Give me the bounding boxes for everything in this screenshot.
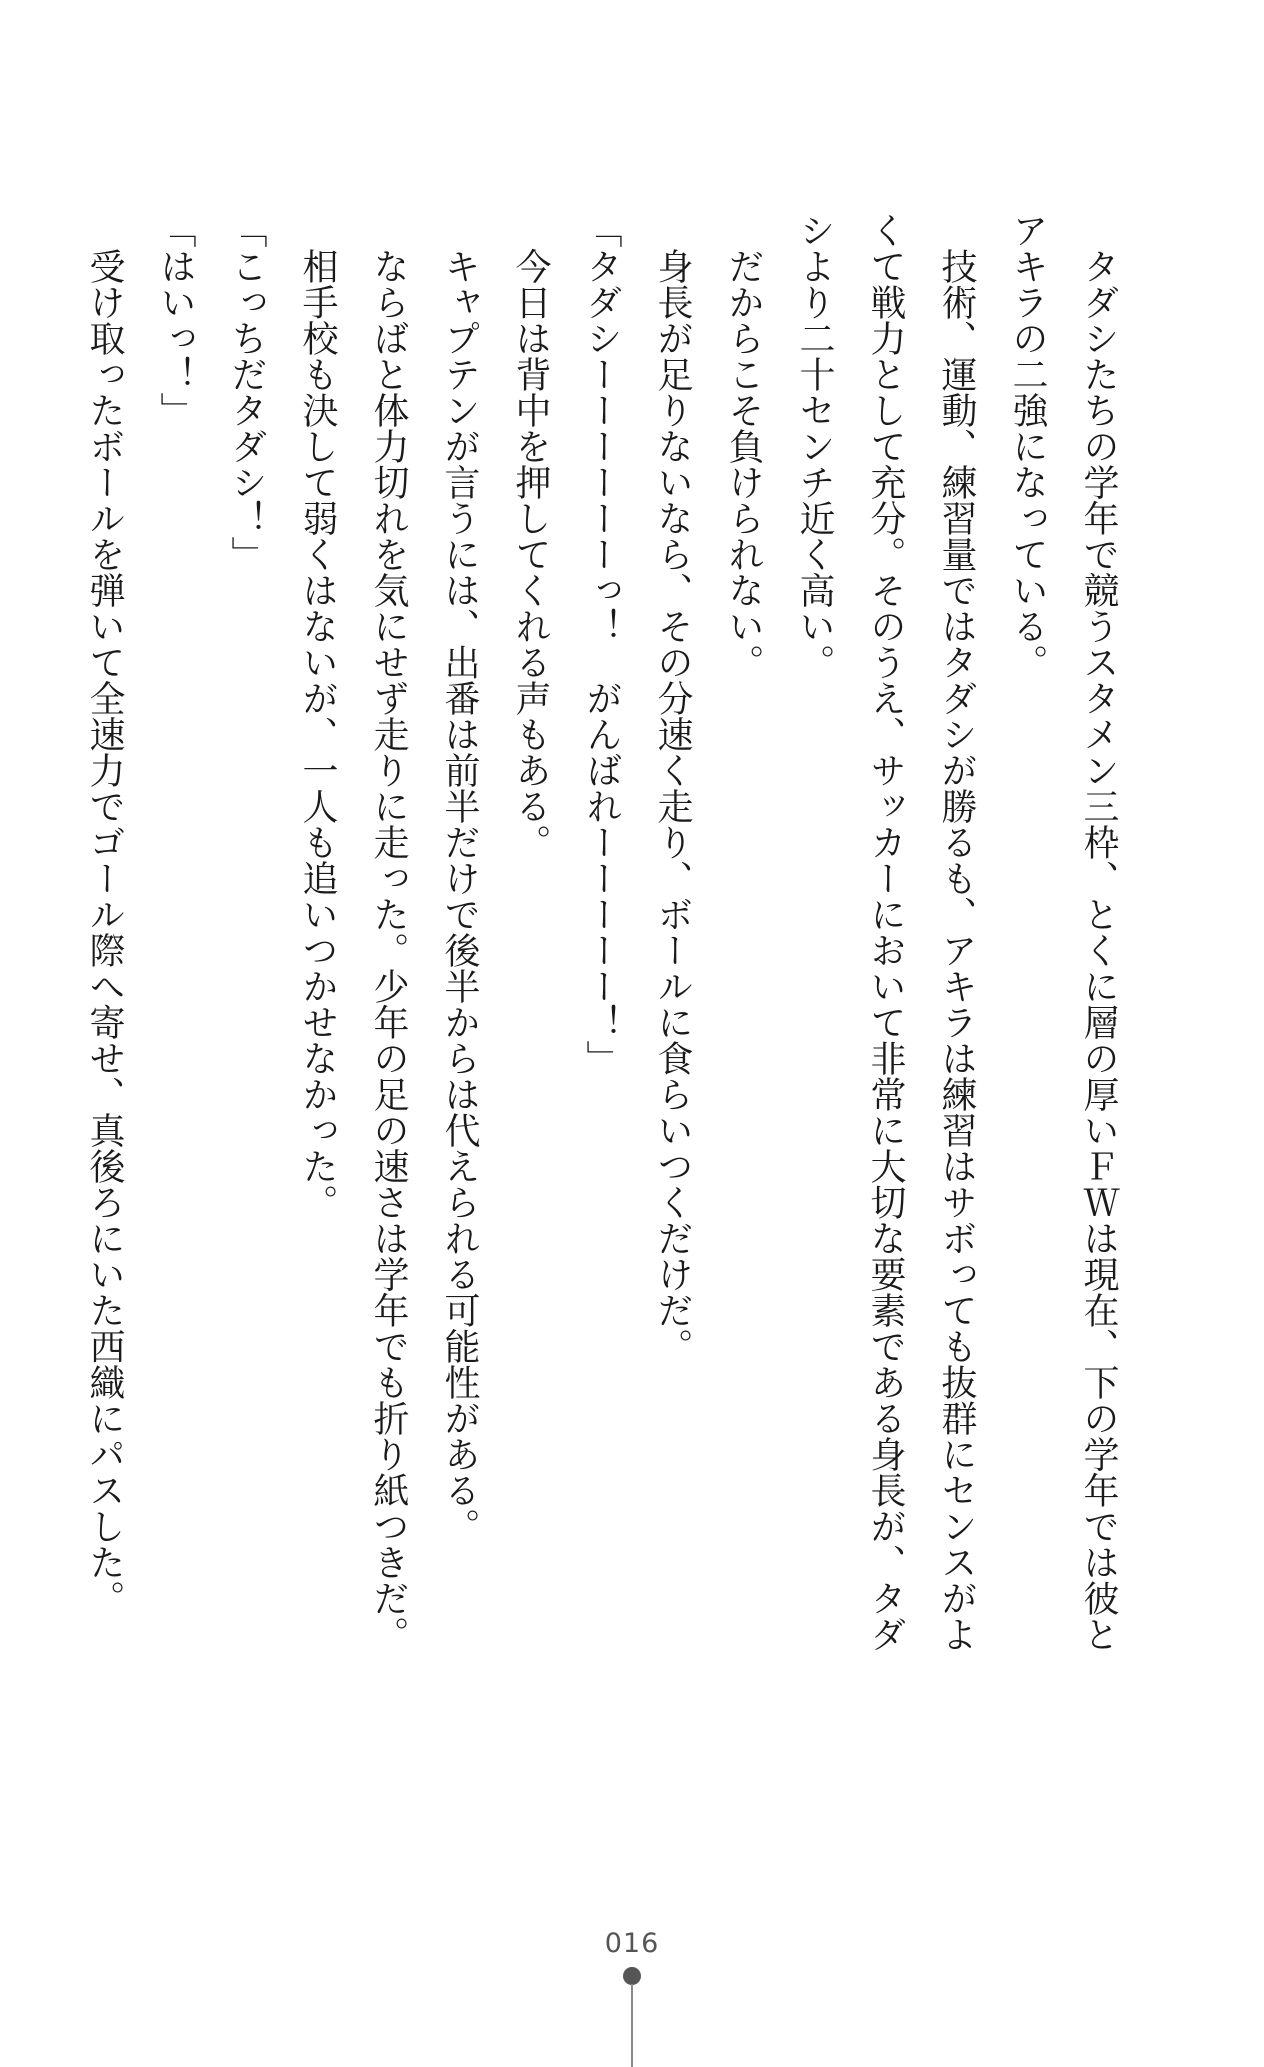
text-line: 技術、運動、練習量ではタダシが勝るも、アキラは練習はサボっても抜群にセンスがよ [936,212,977,1652]
text-line: タダシたちの学年で競うスタメン三枠、とくに層の厚いＦＷは現在、下の学年では彼と [1078,212,1119,1652]
text-line: アキラの二強になっている。 [1007,212,1048,680]
text-line: 身長が足りないなら、その分速く走り、ボールに食らいつくだけだ。 [652,212,693,1364]
text-line: だからこそ負けられない。 [723,212,764,680]
text-line: シより二十センチ近く高い。 [794,212,835,680]
vertical-text-body [69,212,1134,1852]
text-line: 受け取ったボールを弾いて全速力でゴール際へ寄せ、真後ろにいた西織にパスした。 [84,212,125,1616]
page-marker-dot [623,1967,641,1985]
text-line: ならばと体力切れを気にせず走りに走った。少年の足の速さは学年でも折り紙つきだ。 [368,212,409,1652]
text-line: 「タダシーーーーーーっ！ がんばれーーーーー！」 [581,212,622,1076]
text-line: 今日は背中を押してくれる声もある。 [510,212,551,860]
text-line: くて戦力として充分。そのうえ、サッカーにおいて非常に大切な要素である身長が、タダ [865,212,906,1652]
text-line: 「こっちだタダシ！」 [226,212,267,572]
text-line: 相手校も決して弱くはないが、一人も追いつかせなかった。 [297,212,338,1220]
page-marker-line [631,1984,633,2067]
text-line: キャプテンが言うには、出番は前半だけで後半からは代えられる可能性がある。 [439,212,480,1544]
page-number: 016 [604,1928,660,1959]
text-line: 「はいっ！」 [155,212,196,428]
